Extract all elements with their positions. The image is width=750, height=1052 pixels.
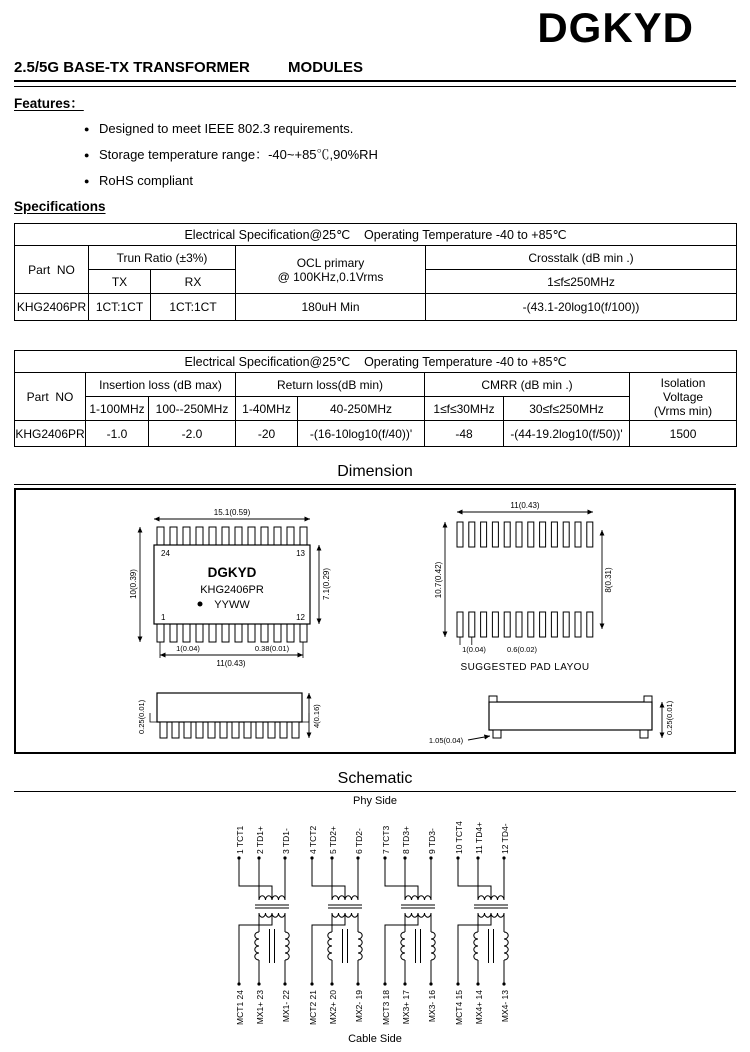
cell-rx: 1CT:1CT [151,294,236,321]
isolation-line2: Voltage [663,389,704,404]
page-title-left: 2.5/5G BASE-TX TRANSFORMER [14,59,250,76]
table1-header-crosstalk-range: 1≤f≤250MHz [426,270,737,294]
dim-label-lead-width: 0.38(0.01) [254,644,290,653]
cable-side-label: Cable Side [348,1033,402,1045]
table1-title: Electrical Specification@25℃ Operating Temperature -40 to +85℃ [15,224,737,246]
dim-label-pin-row: 11(0.43) [216,659,246,668]
side-dim-height: 4(0.16) [312,704,321,728]
schematic-drawing [14,808,736,1030]
table2-header-cmrr: CMRR (dB min .) [425,373,630,397]
table2-subcol: 1-100MHz [86,397,149,421]
table2-subcol: 30≤f≤250MHz [504,397,630,421]
cell-insertion-2: -2.0 [149,421,236,447]
pin-label: MX4+ 14 [474,990,484,1025]
ocl-line1: OCL primary [296,255,365,270]
table2-title: Electrical Specification@25℃ Operating Temperature -40 to +85℃ [15,351,737,373]
pin-label: 2 TD1+ [255,826,265,854]
pin-label: MCT2 21 [308,990,318,1025]
pad-dim-gap: 8(0.31) [604,567,613,593]
cell-insertion-1: -1.0 [86,421,149,447]
dimension-drawings [16,490,734,752]
side-dim-lead-thickness: 0.25(0.01) [137,699,146,734]
feature-text: Designed to meet IEEE 802.3 requirements. [99,121,354,136]
pin-label: MCT1 24 [235,990,245,1025]
pin1-dot [198,602,203,607]
table1-header-rx: RX [151,270,236,294]
table2-header-isolation [630,373,737,421]
pin-label: MX1- 22 [281,990,291,1023]
isolation-line1: Isolation [660,375,706,390]
page-title [14,58,736,78]
table2-subcol: 1≤f≤30MHz [425,397,504,421]
title-rule-thick [14,80,736,82]
pin-label: 9 TD3- [427,828,437,854]
features-heading: Features： [14,96,84,111]
brand-logo: DGKYD [537,4,694,51]
bullet-icon: ● [84,176,90,186]
phy-side-label: Phy Side [352,795,398,807]
table2-header-part-no: Part NO [15,373,86,421]
table2-header-return: Return loss(dB min) [236,373,425,397]
pin-label: MX1+ 23 [255,990,265,1025]
pin-label: 5 TD2+ [328,826,338,854]
pin-label: 1 TCT1 [235,825,245,854]
pin-label: 6 TD2- [354,828,364,854]
end-dim-thickness: 0.25(0.01) [665,700,674,735]
end-dim-foot: 1.05(0.04) [428,736,464,745]
table2-header-insertion: Insertion loss (dB max) [86,373,236,397]
transformer-channel-1 [237,856,289,985]
pad-layout-caption: SUGGESTED PAD LAYOU [460,662,590,673]
pin-label: 3 TD1- [281,828,291,854]
pad-dim-pitch: 1(0.04) [462,645,486,654]
side-view [137,693,321,738]
cell-return-1: -20 [236,421,298,447]
ocl-line2: @ 100KHz,0.1Vrms [277,269,384,284]
transformer-channel-4 [456,856,508,985]
transformer-channel-2 [310,856,362,985]
feature-text: RoHS compliant [99,173,193,188]
pin-label: MX3- 16 [427,990,437,1023]
package-brand: DGKYD [207,565,257,580]
pin-number-13: 13 [296,549,305,558]
cable-pin-labels [235,990,510,1025]
cell-return-2: -(16-10log10(f/40))' [298,421,425,447]
bullet-icon: ● [84,150,90,160]
table2-subcol: 40-250MHz [298,397,425,421]
pin-label: MCT3 18 [381,990,391,1025]
pad-dim-width: 11(0.43) [510,501,540,510]
dim-label-pitch: 1(0.04) [176,644,200,653]
dim-label-width: 15.1(0.59) [213,508,251,517]
table1-header-part-no: Part NO [15,246,89,294]
pin-label: MX4- 13 [500,990,510,1023]
isolation-line3: (Vrms min) [653,403,713,418]
feature-item [84,120,736,138]
pin-number-12: 12 [296,613,305,622]
pin-label: 8 TD3+ [401,826,411,854]
pad-dim-height: 10.7(0.42) [434,561,443,599]
package-part-number: KHG2406PR [200,584,264,596]
pin-label: MX3+ 17 [401,990,411,1025]
feature-item [84,146,736,164]
pin-label: 11 TD4+ [474,821,484,854]
table-row [15,294,737,321]
title-rule-thin [14,86,736,87]
pad-dim-pad-width: 0.6(0.02) [506,645,538,654]
electrical-spec-table-2 [14,350,737,447]
pin-number-1: 1 [161,613,166,622]
table1-header-tx: TX [89,270,151,294]
cell-ocl: 180uH Min [236,294,426,321]
dim-label-height: 10(0.39) [129,569,138,599]
transformer-channel-3 [383,856,435,985]
electrical-spec-table-1 [14,223,737,321]
pin-label: 10 TCT4 [454,821,464,854]
cell-crosstalk: -(43.1-20log10(f/100)) [426,294,737,321]
pin-label: 4 TCT2 [308,825,318,854]
feature-item [84,172,736,190]
cell-cmrr-1: -48 [425,421,504,447]
cell-isolation: 1500 [630,421,737,447]
pin-label: MX2- 19 [354,990,364,1023]
datasheet-page [0,6,750,1046]
specifications-heading: Specifications [14,199,106,214]
cell-cmrr-2: -(44-19.2log10(f/50))' [504,421,630,447]
pin-label: 7 TCT3 [381,825,391,854]
pin-label: MX2+ 20 [328,990,338,1025]
cell-part-no: KHG2406PR [15,294,89,321]
phy-pin-labels [235,821,510,854]
schematic-heading: Schematic [337,770,413,787]
table1-header-ocl [236,246,426,294]
table1-header-trun-ratio: Trun Ratio (±3%) [89,246,236,270]
dimension-box [14,488,736,754]
cell-part-no: KHG2406PR [15,421,86,447]
package-date-code: YYWW [214,599,250,611]
pin-number-24: 24 [161,549,170,558]
schematic-rule [14,791,736,792]
table1-header-crosstalk: Crosstalk (dB min .) [426,246,737,270]
pin-label: MCT4 15 [454,990,464,1025]
package-top-view [129,508,331,668]
dimension-rule [14,484,736,485]
cell-tx: 1CT:1CT [89,294,151,321]
table-row [15,421,737,447]
end-view [429,696,674,745]
features-section [14,95,736,190]
table2-subcol: 1-40MHz [236,397,298,421]
table2-subcol: 100--250MHz [149,397,236,421]
dimension-heading: Dimension [337,463,413,480]
page-title-right: MODULES [288,59,364,76]
pad-layout-view [434,501,613,673]
bullet-icon: ● [84,124,90,134]
pin-label: 12 TD4- [500,823,510,854]
page-content [14,58,736,1046]
dim-label-body-height: 7.1(0.29) [322,567,331,601]
feature-text: Storage temperature range：-40~+85℃,90%RH [99,147,378,162]
